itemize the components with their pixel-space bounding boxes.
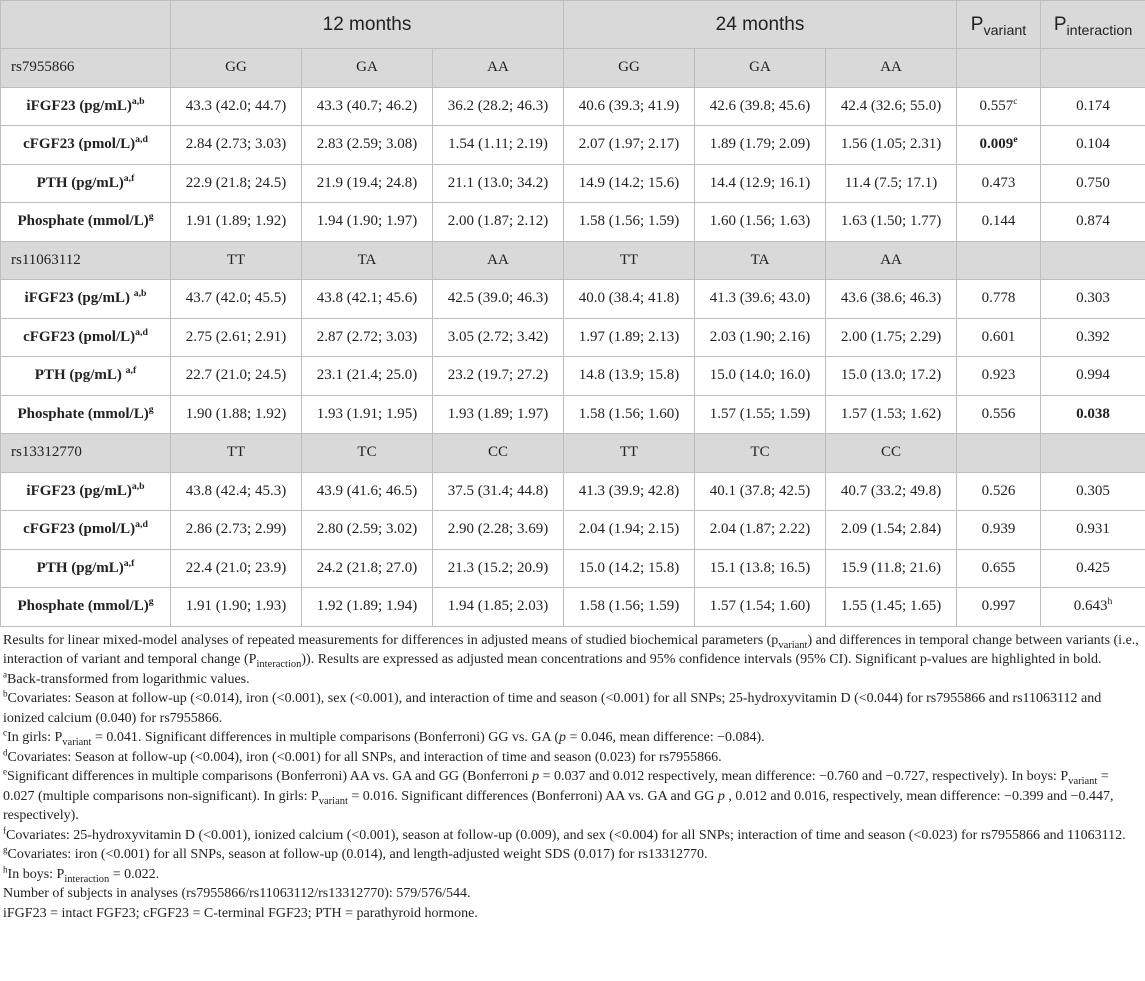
snp-header-row [1, 434, 1145, 473]
snp-header-row [1, 241, 1145, 280]
table-row [1, 280, 1145, 319]
p-interaction-cell [1041, 164, 1145, 203]
value-cell: 2.00 (1.75; 2.29) [826, 318, 957, 357]
header-p-interaction: $P_{interaction}$ [1041, 1, 1145, 49]
table-row [1, 357, 1145, 396]
table-row [1, 395, 1145, 434]
p-interaction-value: 0.104 [1076, 136, 1110, 153]
genotype-label: CC [433, 434, 564, 473]
value-cell: 2.87 (2.72; 3.03) [302, 318, 433, 357]
p-variant-cell [957, 511, 1041, 550]
table-row [1, 511, 1145, 550]
parameter-label [1, 549, 171, 588]
value-cell: 2.75 (2.61; 2.91) [171, 318, 302, 357]
parameter-footnote-mark: a,b [131, 95, 145, 107]
value-cell: 40.0 (38.4; 41.8) [564, 280, 695, 319]
footnote-subjects: Number of subjects in analyses (rs7955866/rs11063112/rs13312770): 579/576/544. [3, 886, 471, 901]
table-row [1, 87, 1145, 126]
parameter-footnote-mark: g [148, 596, 154, 608]
genotype-label: TT [171, 241, 302, 280]
p-interaction-cell [1041, 511, 1145, 550]
parameter-footnote-mark: a,b [131, 480, 145, 492]
value-cell: 40.6 (39.3; 41.9) [564, 87, 695, 126]
footnote-main: Results for linear mixed-model analyses of repeated measurements for differences in adjusted means of studied biochemical parameters $(p_{variant})$ and differences in temporal change between variants (i.e., interaction of variant and temporal change $(P_{interaction})$). Results are expressed as adjusted mean concentrations and 95% confidence intervals (95% CI). Significant p-values are highlighted in bold. [3, 632, 1139, 670]
parameter-name: Phosphate (mmol/L) [17, 405, 149, 422]
value-cell: 1.93 (1.91; 1.95) [302, 395, 433, 434]
value-cell: 11.4 (7.5; 17.1) [826, 164, 957, 203]
value-cell: 42.4 (32.6; 55.0) [826, 87, 957, 126]
parameter-label [1, 280, 171, 319]
value-cell: 1.56 (1.05; 2.31) [826, 126, 957, 165]
p-variant-cell [957, 164, 1041, 203]
value-cell: 40.1 (37.8; 42.5) [695, 472, 826, 511]
p-variant-footnote-mark: e [1013, 134, 1018, 146]
value-cell: 15.9 (11.8; 21.6) [826, 549, 957, 588]
value-cell: 24.2 (21.8; 27.0) [302, 549, 433, 588]
genotype-label: TC [695, 434, 826, 473]
p-interaction-cell [1041, 357, 1145, 396]
parameter-footnote-mark: a,f [123, 557, 135, 569]
value-cell: 2.04 (1.87; 2.22) [695, 511, 826, 550]
parameter-name: iFGF23 (pg/mL) [26, 482, 132, 499]
footnote-h: $^h$In boys: $P_{interaction} = 0.022$. [3, 863, 160, 885]
value-cell: 42.6 (39.8; 45.6) [695, 87, 826, 126]
value-cell: 1.60 (1.56; 1.63) [695, 203, 826, 242]
p-interaction-cell [1041, 588, 1145, 627]
value-cell: 21.1 (13.0; 34.2) [433, 164, 564, 203]
value-cell: 2.03 (1.90; 2.16) [695, 318, 826, 357]
parameter-footnote-mark: a,d [135, 519, 148, 531]
parameter-name: cFGF23 (pmol/L) [23, 521, 136, 538]
header-12-months: 12 months [171, 1, 564, 49]
parameter-footnote-mark: g [148, 211, 154, 223]
value-cell: 43.7 (42.0; 45.5) [171, 280, 302, 319]
header-p-variant: $P_{variant}$ [957, 1, 1041, 49]
p-interaction-value: 0.931 [1076, 521, 1110, 538]
snp-p-variant-blank [957, 434, 1041, 473]
p-interaction-cell [1041, 126, 1145, 165]
p-variant-cell [957, 280, 1041, 319]
genotype-label: AA [826, 49, 957, 88]
p-variant-value: 0.778 [981, 290, 1016, 307]
value-cell: 40.7 (33.2; 49.8) [826, 472, 957, 511]
value-cell: 1.54 (1.11; 2.19) [433, 126, 564, 165]
value-cell: 22.4 (21.0; 23.9) [171, 549, 302, 588]
parameter-name: Phosphate (mmol/L) [17, 213, 149, 230]
table-header-row [1, 1, 1145, 49]
parameter-label [1, 588, 171, 627]
parameter-label [1, 126, 171, 165]
p-interaction-cell [1041, 318, 1145, 357]
p-variant-cell [957, 395, 1041, 434]
value-cell: 1.58 (1.56; 1.60) [564, 395, 695, 434]
genotype-label: AA [826, 241, 957, 280]
genotype-label: GG [171, 49, 302, 88]
p-interaction-cell [1041, 203, 1145, 242]
parameter-footnote-mark: a,d [135, 134, 148, 146]
value-cell: 43.3 (42.0; 44.7) [171, 87, 302, 126]
value-cell: 41.3 (39.9; 42.8) [564, 472, 695, 511]
snp-p-interaction-blank [1041, 241, 1145, 280]
p-variant-value: 0.557 [979, 97, 1014, 114]
snp-p-interaction-blank [1041, 49, 1145, 88]
value-cell: 15.0 (14.0; 16.0) [695, 357, 826, 396]
parameter-footnote-mark: a,f [125, 365, 137, 377]
value-cell: 43.3 (40.7; 46.2) [302, 87, 433, 126]
p-variant-value: 0.655 [981, 559, 1016, 576]
p-variant-cell [957, 126, 1041, 165]
genotype-label: AA [433, 49, 564, 88]
p-variant-cell [957, 203, 1041, 242]
value-cell: 43.8 (42.4; 45.3) [171, 472, 302, 511]
footnote-abbreviations: iFGF23 = intact FGF23; cFGF23 = C-terminal FGF23; PTH = parathyroid hormone. [3, 905, 478, 921]
p-variant-value: 0.473 [981, 174, 1016, 191]
value-cell: 1.91 (1.89; 1.92) [171, 203, 302, 242]
p-interaction-footnote-mark: h [1107, 596, 1113, 608]
value-cell: 1.90 (1.88; 1.92) [171, 395, 302, 434]
parameter-label [1, 395, 171, 434]
genotype-label: AA [433, 241, 564, 280]
p-interaction-cell [1041, 549, 1145, 588]
genotype-label: GG [564, 49, 695, 88]
p-variant-value: 0.144 [981, 213, 1016, 230]
value-cell: 22.9 (21.8; 24.5) [171, 164, 302, 203]
footnote-c: $^c$In girls: $P_{variant} = 0.041$. Significant differences in multiple comparisons (Bonferroni) GG vs. GA (p = 0.046, mean difference: −0.084). [3, 727, 765, 748]
value-cell: 1.58 (1.56; 1.59) [564, 588, 695, 627]
p-variant-cell [957, 549, 1041, 588]
value-cell: 14.8 (13.9; 15.8) [564, 357, 695, 396]
parameter-name: PTH (pg/mL) [36, 174, 124, 191]
p-interaction-cell [1041, 395, 1145, 434]
p-variant-cell [957, 87, 1041, 126]
genotype-label: TA [302, 241, 433, 280]
parameter-name: PTH (pg/mL) [36, 559, 124, 576]
p-variant-value: 0.556 [981, 405, 1016, 422]
p-interaction-value: 0.303 [1076, 290, 1110, 307]
value-cell: 43.9 (41.6; 46.5) [302, 472, 433, 511]
p-variant-cell [957, 472, 1041, 511]
value-cell: 23.1 (21.4; 25.0) [302, 357, 433, 396]
snp-p-variant-blank [957, 49, 1041, 88]
value-cell: 15.0 (14.2; 15.8) [564, 549, 695, 588]
value-cell: 3.05 (2.72; 3.42) [433, 318, 564, 357]
value-cell: 21.9 (19.4; 24.8) [302, 164, 433, 203]
value-cell: 1.57 (1.54; 1.60) [695, 588, 826, 627]
parameter-label [1, 318, 171, 357]
value-cell: 1.58 (1.56; 1.59) [564, 203, 695, 242]
parameter-label [1, 87, 171, 126]
value-cell: 1.94 (1.85; 2.03) [433, 588, 564, 627]
table-row [1, 318, 1145, 357]
table-body [1, 49, 1145, 627]
value-cell: 21.3 (15.2; 20.9) [433, 549, 564, 588]
value-cell: 43.8 (42.1; 45.6) [302, 280, 433, 319]
p-interaction-value: 0.643 [1073, 598, 1108, 615]
value-cell: 2.86 (2.73; 2.99) [171, 511, 302, 550]
value-cell: 1.92 (1.89; 1.94) [302, 588, 433, 627]
p-interaction-cell [1041, 280, 1145, 319]
parameter-footnote-mark: a,d [135, 326, 148, 338]
footnote-a: $^a$Back-transformed from logarithmic values. [3, 668, 250, 687]
value-cell: 23.2 (19.7; 27.2) [433, 357, 564, 396]
value-cell: 1.63 (1.50; 1.77) [826, 203, 957, 242]
snp-name: rs7955866 [1, 49, 171, 88]
parameter-name: Phosphate (mmol/L) [17, 598, 149, 615]
snp-p-interaction-blank [1041, 434, 1145, 473]
table-row [1, 588, 1145, 627]
value-cell: 2.83 (2.59; 3.08) [302, 126, 433, 165]
footnote-f: $^f$Covariates: 25-hydroxyvitamin D (<0.001), ionized calcium (<0.001), season at follow-up (0.009), and sex (<0.004) for all SNPs; interaction of time and season (<0.023) for rs7955866 and 11063112. [3, 824, 1126, 843]
value-cell: 1.89 (1.79; 2.09) [695, 126, 826, 165]
parameter-label [1, 511, 171, 550]
p-interaction-cell [1041, 472, 1145, 511]
header-24-months: 24 months [564, 1, 957, 49]
p-variant-cell [957, 318, 1041, 357]
p-interaction-value: 0.038 [1076, 405, 1110, 422]
value-cell: 1.57 (1.55; 1.59) [695, 395, 826, 434]
p-interaction-cell [1041, 87, 1145, 126]
footnote-e: $^e$Significant differences in multiple comparisons (Bonferroni) AA vs. GA and GG (Bonferroni p = 0.037 and 0.012 respectively, mean difference: −0.760 and −0.727, respectively). In boys: $P_{variant} = 0.027$ (multiple comparisons non-significant). In girls: $P_{variant} = 0.016$. Significant differences (Bonferroni) AA vs. GA and GG p , 0.012 and 0.016, respectively, mean difference: −0.399 and −0.447, respectively). [3, 766, 1114, 823]
parameter-name: cFGF23 (pmol/L) [23, 328, 136, 345]
p-interaction-value: 0.174 [1076, 97, 1110, 114]
p-interaction-value: 0.425 [1076, 559, 1110, 576]
genotype-label: TT [564, 434, 695, 473]
parameter-footnote-mark: g [148, 403, 154, 415]
p-variant-cell [957, 357, 1041, 396]
genotype-label: TT [564, 241, 695, 280]
snp-header-row [1, 49, 1145, 88]
value-cell: 2.00 (1.87; 2.12) [433, 203, 564, 242]
snp-name: rs13312770 [1, 434, 171, 473]
p-interaction-value: 0.874 [1076, 213, 1110, 230]
table-row [1, 472, 1145, 511]
value-cell: 2.04 (1.94; 2.15) [564, 511, 695, 550]
p-interaction-value: 0.750 [1076, 174, 1110, 191]
parameter-label [1, 357, 171, 396]
header-blank-cell [1, 1, 171, 49]
p-variant-footnote-mark: c [1013, 95, 1018, 107]
value-cell: 1.91 (1.90; 1.93) [171, 588, 302, 627]
genotype-label: TC [302, 434, 433, 473]
value-cell: 37.5 (31.4; 44.8) [433, 472, 564, 511]
p-interaction-value: 0.392 [1076, 328, 1110, 345]
footnote-d: $^d$Covariates: Season at follow-up (<0.004), iron (<0.001) for all SNPs, and interaction of time and season (0.023) for rs7955866. [3, 746, 722, 765]
p-variant-value: 0.009 [979, 136, 1014, 153]
genotype-label: TT [171, 434, 302, 473]
parameter-name: PTH (pg/mL) [34, 367, 126, 384]
parameter-name: iFGF23 (pg/mL) [24, 290, 134, 307]
parameter-label [1, 164, 171, 203]
value-cell: 1.57 (1.53; 1.62) [826, 395, 957, 434]
value-cell: 14.9 (14.2; 15.6) [564, 164, 695, 203]
footnote-b: $^b$Covariates: Season at follow-up (<0.014), iron (<0.001), sex (<0.001), and interaction of time and season (<0.001) for all SNPs; 25-hydroxyvitamin D (<0.044) for rs7955866 and rs11063112 and ionized calcium (0.040) for rs7955866. [3, 688, 1102, 726]
footnote-g: $^g$Covariates: iron (<0.001) for all SNPs, season at follow-up (0.014), and length-adjusted weight SDS (0.017) for rs13312770. [3, 844, 708, 862]
value-cell: 2.80 (2.59; 3.02) [302, 511, 433, 550]
genotype-label: CC [826, 434, 957, 473]
value-cell: 15.1 (13.8; 16.5) [695, 549, 826, 588]
parameter-label [1, 472, 171, 511]
value-cell: 1.93 (1.89; 1.97) [433, 395, 564, 434]
value-cell: 42.5 (39.0; 46.3) [433, 280, 564, 319]
snp-name: rs11063112 [1, 241, 171, 280]
value-cell: 43.6 (38.6; 46.3) [826, 280, 957, 319]
genotype-label: GA [695, 49, 826, 88]
p-variant-value: 0.526 [981, 482, 1016, 499]
genotype-label: GA [302, 49, 433, 88]
p-variant-cell [957, 588, 1041, 627]
value-cell: 1.94 (1.90; 1.97) [302, 203, 433, 242]
parameter-footnote-mark: a,b [133, 288, 147, 300]
value-cell: 2.90 (2.28; 3.69) [433, 511, 564, 550]
p-interaction-value: 0.994 [1076, 367, 1110, 384]
genotype-label: TA [695, 241, 826, 280]
parameter-label [1, 203, 171, 242]
parameter-name: cFGF23 (pmol/L) [23, 136, 136, 153]
value-cell: 2.07 (1.97; 2.17) [564, 126, 695, 165]
table-footnotes [0, 627, 1145, 924]
value-cell: 1.97 (1.89; 2.13) [564, 318, 695, 357]
p-variant-value: 0.923 [981, 367, 1016, 384]
table-row [1, 164, 1145, 203]
value-cell: 22.7 (21.0; 24.5) [171, 357, 302, 396]
p-variant-value: 0.601 [981, 328, 1016, 345]
table-row [1, 126, 1145, 165]
value-cell: 1.55 (1.45; 1.65) [826, 588, 957, 627]
parameter-footnote-mark: a,f [123, 172, 135, 184]
value-cell: 41.3 (39.6; 43.0) [695, 280, 826, 319]
value-cell: 2.84 (2.73; 3.03) [171, 126, 302, 165]
p-variant-value: 0.997 [981, 598, 1016, 615]
p-variant-value: 0.939 [981, 521, 1016, 538]
p-interaction-value: 0.305 [1076, 482, 1110, 499]
snp-p-variant-blank [957, 241, 1041, 280]
value-cell: 36.2 (28.2; 46.3) [433, 87, 564, 126]
table-row [1, 549, 1145, 588]
table-row [1, 203, 1145, 242]
value-cell: 15.0 (13.0; 17.2) [826, 357, 957, 396]
parameter-name: iFGF23 (pg/mL) [26, 97, 132, 114]
value-cell: 14.4 (12.9; 16.1) [695, 164, 826, 203]
value-cell: 2.09 (1.54; 2.84) [826, 511, 957, 550]
